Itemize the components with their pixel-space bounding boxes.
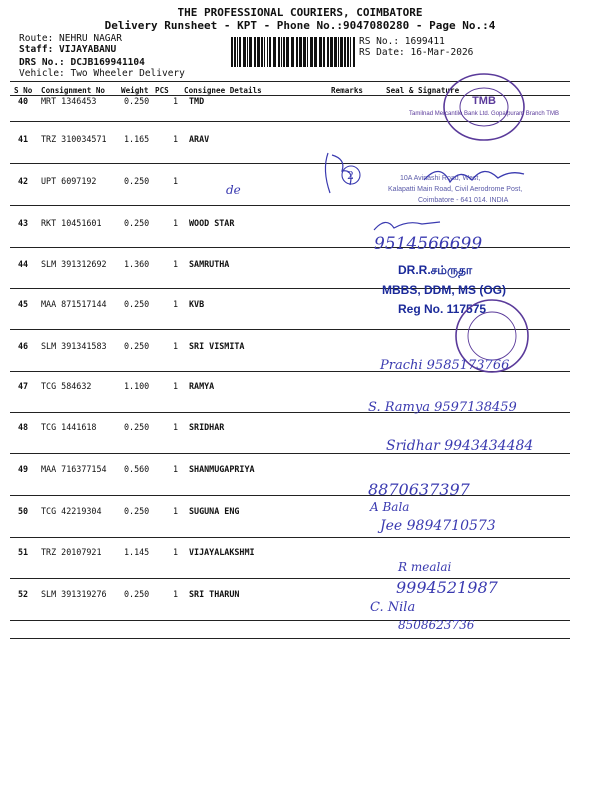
row-49-consignment: MAA 716377154 bbox=[41, 464, 107, 474]
row-41-pcs: 1 bbox=[173, 134, 179, 144]
ink-phone-49: Sridhar 9943434484 bbox=[386, 438, 534, 454]
row-40-consignee: TMD bbox=[189, 96, 205, 106]
row-41-consignee: ARAV bbox=[189, 134, 210, 144]
row-46-pcs: 1 bbox=[173, 341, 179, 351]
row-divider bbox=[10, 247, 570, 248]
ink-sig-52a: R mealai bbox=[398, 560, 452, 574]
row-47-weight: 1.100 bbox=[124, 381, 150, 391]
row-51-weight: 1.145 bbox=[124, 547, 150, 557]
row-divider bbox=[10, 495, 570, 496]
row-45-sno: 45 bbox=[18, 299, 29, 309]
row-50-consignment: TCG 42219304 bbox=[41, 506, 102, 516]
signature-row-42 bbox=[420, 160, 530, 196]
row-52-pcs: 1 bbox=[173, 589, 179, 599]
ink-phone-48: S. Ramya 9597138459 bbox=[368, 400, 517, 415]
row-divider bbox=[10, 638, 570, 639]
row-44-sno: 44 bbox=[18, 259, 29, 269]
row-51-pcs: 1 bbox=[173, 547, 179, 557]
row-47-consignment: TCG 584632 bbox=[41, 381, 92, 391]
row-50-consignee: SUGUNA ENG bbox=[189, 506, 240, 516]
ink-phone-52b: 8508623736 bbox=[398, 618, 475, 632]
row-48-weight: 0.250 bbox=[124, 422, 150, 432]
signature-scribble bbox=[318, 145, 370, 200]
row-52-weight: 0.250 bbox=[124, 589, 150, 599]
col-seal: Seal & Signature bbox=[386, 86, 460, 95]
row-44-consignment: SLM 391312692 bbox=[41, 259, 107, 269]
row-45-consignee: KVB bbox=[189, 299, 205, 309]
row-52-sno: 52 bbox=[18, 589, 29, 599]
row-42-weight: 0.250 bbox=[124, 176, 150, 186]
row-44-consignee: SAMRUTHA bbox=[189, 259, 230, 269]
row-51-consignment: TRZ 20107921 bbox=[41, 547, 102, 557]
row-41-sno: 41 bbox=[18, 134, 29, 144]
row-45-consignment: MAA 871517144 bbox=[41, 299, 107, 309]
row-40-pcs: 1 bbox=[173, 96, 179, 106]
barcode bbox=[231, 37, 357, 67]
row-50-weight: 0.250 bbox=[124, 506, 150, 516]
svg-text:2: 2 bbox=[347, 169, 354, 182]
ink-phone-51: Jee 9894710573 bbox=[380, 518, 496, 534]
row-46-consignment: SLM 391341583 bbox=[41, 341, 107, 351]
row-45-weight: 0.250 bbox=[124, 299, 150, 309]
row-divider bbox=[10, 537, 570, 538]
row-52-consignment: SLM 391319276 bbox=[41, 589, 107, 599]
row-46-sno: 46 bbox=[18, 341, 29, 351]
col-sno: S No bbox=[14, 86, 33, 95]
row-43-pcs: 1 bbox=[173, 218, 179, 228]
row-47-sno: 47 bbox=[18, 381, 29, 391]
doctor-name-stamp: DR.R.சம்ருதா bbox=[398, 263, 473, 277]
ink-sig-52b: C. Nila bbox=[370, 600, 416, 615]
address-line-2: Kalapatti Main Road, Civil Aerodrome Post, bbox=[388, 186, 523, 193]
row-44-weight: 1.360 bbox=[124, 259, 150, 269]
row-50-pcs: 1 bbox=[173, 506, 179, 516]
row-48-consignee: SRIDHAR bbox=[189, 422, 225, 432]
rs-number: RS No.: 1699411 bbox=[359, 36, 445, 47]
row-51-sno: 51 bbox=[18, 547, 29, 557]
drs-label: DRS No.: DCJB169941104 bbox=[19, 57, 145, 68]
col-pcs: PCS bbox=[155, 86, 169, 95]
row-45-pcs: 1 bbox=[173, 299, 179, 309]
ink-phone-50a: 8870637397 bbox=[368, 480, 470, 499]
row-43-consignment: RKT 10451601 bbox=[41, 218, 102, 228]
staff-label: Staff: VIJAYABANU bbox=[19, 44, 117, 55]
doctor-reg-stamp: Reg No. 117575 bbox=[398, 302, 487, 316]
col-consignee: Consignee Details bbox=[184, 86, 262, 95]
svg-text:TMB: TMB bbox=[472, 95, 496, 107]
row-49-consignee: SHANMUGAPRIYA bbox=[189, 464, 255, 474]
row-49-sno: 49 bbox=[18, 464, 29, 474]
col-remarks: Remarks bbox=[331, 86, 364, 95]
row-43-sno: 43 bbox=[18, 218, 29, 228]
address-line-3: Coimbatore - 641 014. INDIA bbox=[418, 197, 509, 204]
doctor-degree-stamp: MBBS, DDM, MS (OG) bbox=[382, 283, 506, 297]
row-48-pcs: 1 bbox=[173, 422, 179, 432]
row-divider bbox=[10, 205, 570, 206]
row-44-pcs: 1 bbox=[173, 259, 179, 269]
row-40-consignment: MRT 1346453 bbox=[41, 96, 97, 106]
row-46-weight: 0.250 bbox=[124, 341, 150, 351]
ink-sig-42: de bbox=[226, 183, 241, 197]
ink-phone-47: Prachi 9585173766 bbox=[380, 358, 510, 373]
row-divider bbox=[10, 620, 570, 621]
row-51-consignee: VIJAYALAKSHMI bbox=[189, 547, 255, 557]
row-41-consignment: TRZ 310034571 bbox=[41, 134, 107, 144]
row-47-consignee: RAMYA bbox=[189, 381, 215, 391]
row-49-weight: 0.560 bbox=[124, 464, 150, 474]
row-43-weight: 0.250 bbox=[124, 218, 150, 228]
row-42-sno: 42 bbox=[18, 176, 29, 186]
row-40-weight: 0.250 bbox=[124, 96, 150, 106]
rs-date: RS Date: 16-Mar-2026 bbox=[359, 47, 474, 58]
row-47-pcs: 1 bbox=[173, 381, 179, 391]
col-consignment: Consignment No bbox=[41, 86, 106, 95]
vehicle-label: Vehicle: Two Wheeler Delivery bbox=[19, 68, 185, 79]
row-41-weight: 1.165 bbox=[124, 134, 150, 144]
row-52-consignee: SRI THARUN bbox=[189, 589, 240, 599]
row-40-sno: 40 bbox=[18, 96, 29, 106]
ink-sig-50b: A Bala bbox=[370, 500, 410, 514]
runsheet-title: Delivery Runsheet - KPT - Phone No.:9047080280 - Page No.:4 bbox=[104, 19, 496, 32]
row-42-pcs: 1 bbox=[173, 176, 179, 186]
company-title: THE PROFESSIONAL COURIERS, COIMBATORE bbox=[177, 6, 423, 19]
ink-phone-43: 9514566699 bbox=[374, 234, 483, 254]
row-49-pcs: 1 bbox=[173, 464, 179, 474]
row-48-consignment: TCG 1441618 bbox=[41, 422, 97, 432]
route-label: Route: NEHRU NAGAR bbox=[19, 33, 122, 44]
row-42-consignment: UPT 6097192 bbox=[41, 176, 97, 186]
row-50-sno: 50 bbox=[18, 506, 29, 516]
row-48-sno: 48 bbox=[18, 422, 29, 432]
col-weight: Weight bbox=[121, 86, 149, 95]
bank-seal-text: Tamilnad Mercantile Bank Ltd. Gopalpuram Branch TMB bbox=[409, 111, 559, 117]
row-43-consignee: WOOD STAR bbox=[189, 218, 235, 228]
address-line-1: 10A Avinashi Road, West, bbox=[400, 175, 481, 182]
signature-row-43 bbox=[372, 214, 442, 236]
row-46-consignee: SRI VISMITA bbox=[189, 341, 245, 351]
ink-phone-52a: 9994521987 bbox=[396, 578, 498, 597]
